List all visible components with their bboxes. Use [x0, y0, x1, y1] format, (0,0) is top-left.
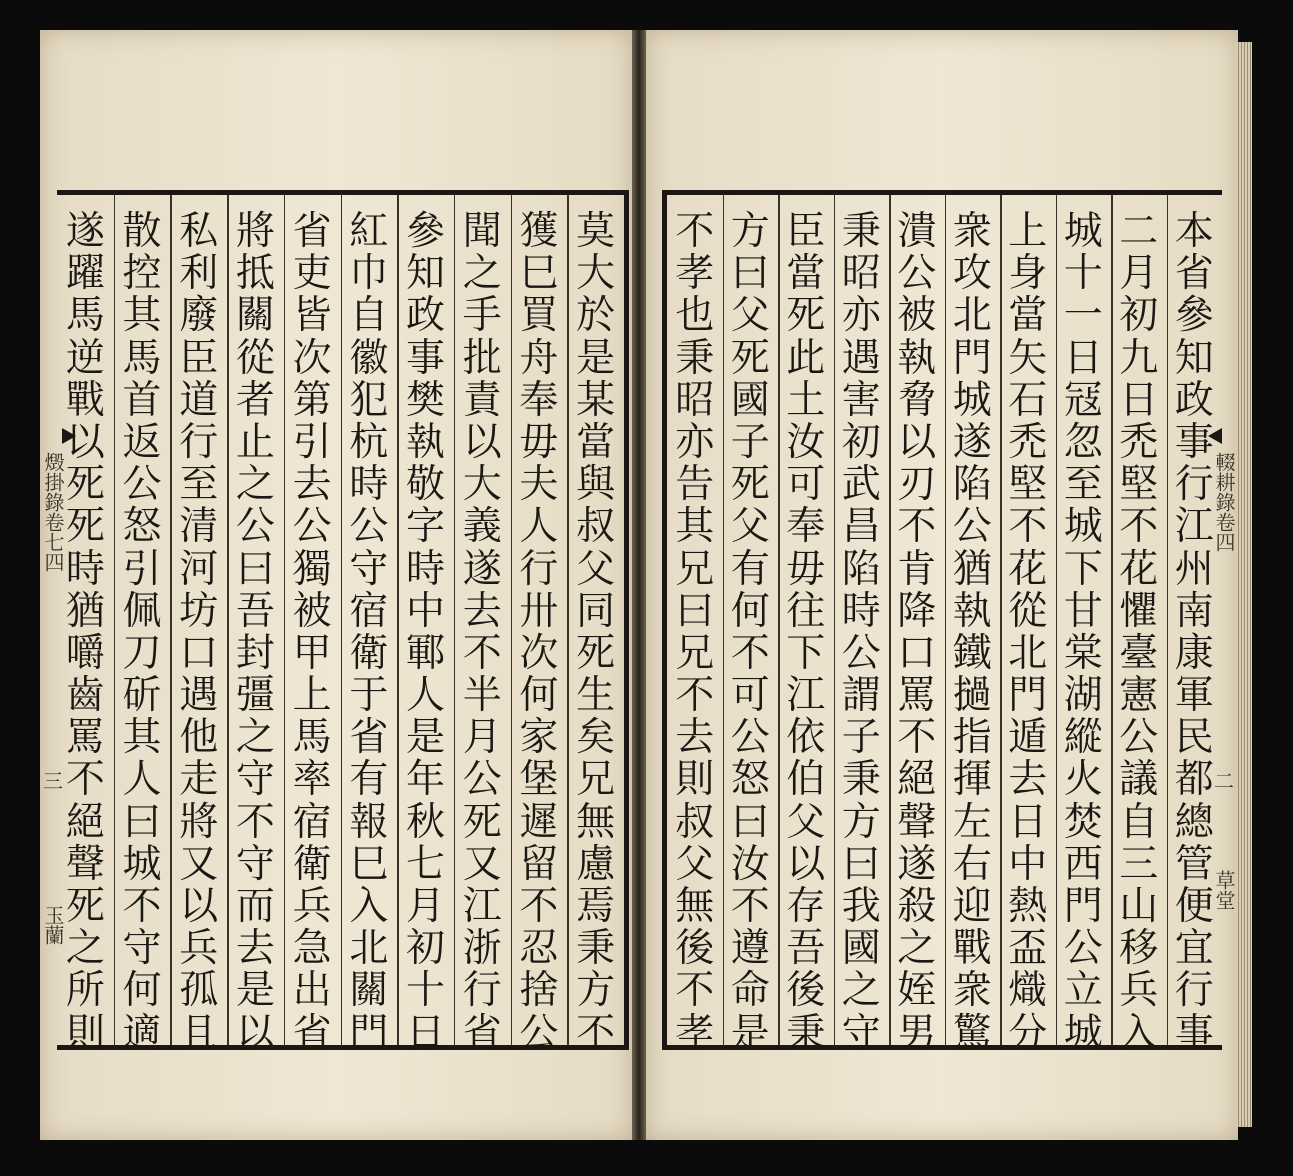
- left-banxin-number: [42, 770, 64, 792]
- left-text-column: 莫 大 於 是 某 當 與 叔 父 同 死 生 矣 兄 無 慮 焉 秉 方 不: [576, 209, 616, 1056]
- left-page-number: 三: [43, 769, 63, 793]
- right-text-column: 臣 當 死 此 土 汝 可 奉 毋 往 下 江 依 伯 父 以 存 吾 後 秉: [786, 209, 826, 1056]
- right-column-rule: [889, 195, 891, 1045]
- left-text-column: 紅 巾 自 徽 犯 杭 時 公 守 宿 衛 于 省 有 報 巳 入 北 關 門: [349, 209, 389, 1056]
- right-banxin-number: [1213, 770, 1235, 792]
- fish-tail-mark-left: [62, 428, 76, 444]
- right-text-frame: [662, 190, 1222, 1056]
- left-text-frame: [57, 190, 629, 1056]
- left-text-column: 散 控 其 馬 首 返 公 怒 引 佩 刀 斫 其 人 曰 城 不 守 何 適: [122, 209, 162, 1056]
- right-banxin-title: [1213, 452, 1235, 552]
- right-page-number: 二: [1214, 769, 1234, 793]
- left-column-rule: [567, 195, 569, 1045]
- right-banxin-title-text: 輟耕錄卷四: [1212, 452, 1236, 552]
- left-banxin-title: [42, 452, 64, 572]
- right-text-column: 潰 公 被 執 脅 以 刃 不 肯 降 口 罵 不 絕 聲 遂 殺 之 姪 男: [897, 209, 937, 1056]
- right-column-rule: [834, 195, 836, 1045]
- right-text-column: 衆 攻 北 門 城 遂 陷 公 猶 執 鐵 撾 指 揮 左 右 迎 戰 衆 驚: [952, 209, 992, 1056]
- left-carver-name: 玉蘭: [41, 905, 65, 945]
- left-column-rule: [170, 195, 172, 1045]
- left-column-rule: [227, 195, 229, 1045]
- left-text-column: 獲 巳 買 舟 奉 毋 夫 人 行 卅 次 何 家 堡 遲 留 不 忍 捨 公: [519, 209, 559, 1056]
- left-banxin-carver: [42, 905, 64, 945]
- right-text-column: 本 省 參 知 政 事 行 江 州 南 康 軍 民 都 總 管 便 宜 行 事: [1174, 209, 1214, 1056]
- left-text-column: 參 知 政 事 樊 執 敬 字 時 中 鄆 人 是 年 秋 七 月 初 十 日: [406, 209, 446, 1056]
- left-column-rule: [341, 195, 343, 1045]
- right-column-rule: [723, 195, 725, 1045]
- left-text-column: 私 利 廢 臣 道 行 至 清 河 坊 口 遇 他 走 將 又 以 兵 孤 且: [179, 209, 219, 1056]
- book-gutter: [632, 30, 646, 1140]
- right-column-rule: [1056, 195, 1058, 1045]
- left-column-rule: [284, 195, 286, 1045]
- right-text-column: 秉 昭 亦 遇 害 初 武 昌 陷 時 公 謂 子 秉 方 曰 我 國 之 守: [841, 209, 881, 1056]
- right-text-column: 方 曰 父 死 國 子 死 父 有 何 不 可 公 怒 曰 汝 不 遵 命 是: [730, 209, 770, 1056]
- right-column-rule: [778, 195, 780, 1045]
- right-text-column: 不 孝 也 秉 昭 亦 告 其 兄 曰 兄 不 去 則 叔 父 無 後 不 孝: [675, 209, 715, 1056]
- left-text-column: 聞 之 手 批 責 以 大 義 遂 去 不 半 月 公 死 又 江 浙 行 省: [462, 209, 502, 1056]
- left-column-rule: [114, 195, 116, 1045]
- left-column-rule: [454, 195, 456, 1045]
- left-text-column: 遂 躍 馬 逆 戰 以 死 死 時 猶 嚼 齒 罵 不 絕 聲 死 之 所 則: [65, 209, 105, 1056]
- fish-tail-mark-right: [1208, 428, 1222, 444]
- left-column-rule: [397, 195, 399, 1045]
- right-carver-name: 草堂: [1212, 870, 1236, 910]
- right-column-rule: [1167, 195, 1169, 1045]
- right-column-rule: [945, 195, 947, 1045]
- left-banxin-title-text: 燬掛錄卷七四: [41, 452, 65, 572]
- left-text-column: 省 吏 皆 次 第 引 去 公 獨 被 甲 上 馬 率 宿 衛 兵 急 出 省: [292, 209, 332, 1056]
- right-text-column: 二 月 初 九 日 禿 堅 不 花 懼 臺 憲 公 議 自 三 山 移 兵 入: [1119, 209, 1159, 1056]
- left-column-rule: [511, 195, 513, 1045]
- right-column-rule: [1111, 195, 1113, 1045]
- right-banxin-carver: [1213, 870, 1235, 910]
- page-edges: [1236, 42, 1252, 1127]
- right-text-column: 城 十 一 日 冦 忽 至 城 下 甘 棠 湖 縱 火 焚 西 門 公 立 城: [1063, 209, 1103, 1056]
- right-column-rule: [1000, 195, 1002, 1045]
- left-text-column: 將 抵 關 從 者 止 之 公 曰 吾 封 彊 之 守 不 守 而 去 是 以: [235, 209, 275, 1056]
- right-text-column: 上 身 當 矢 石 禿 堅 不 花 從 北 門 遁 去 日 中 熱 盃 熾 分: [1008, 209, 1048, 1056]
